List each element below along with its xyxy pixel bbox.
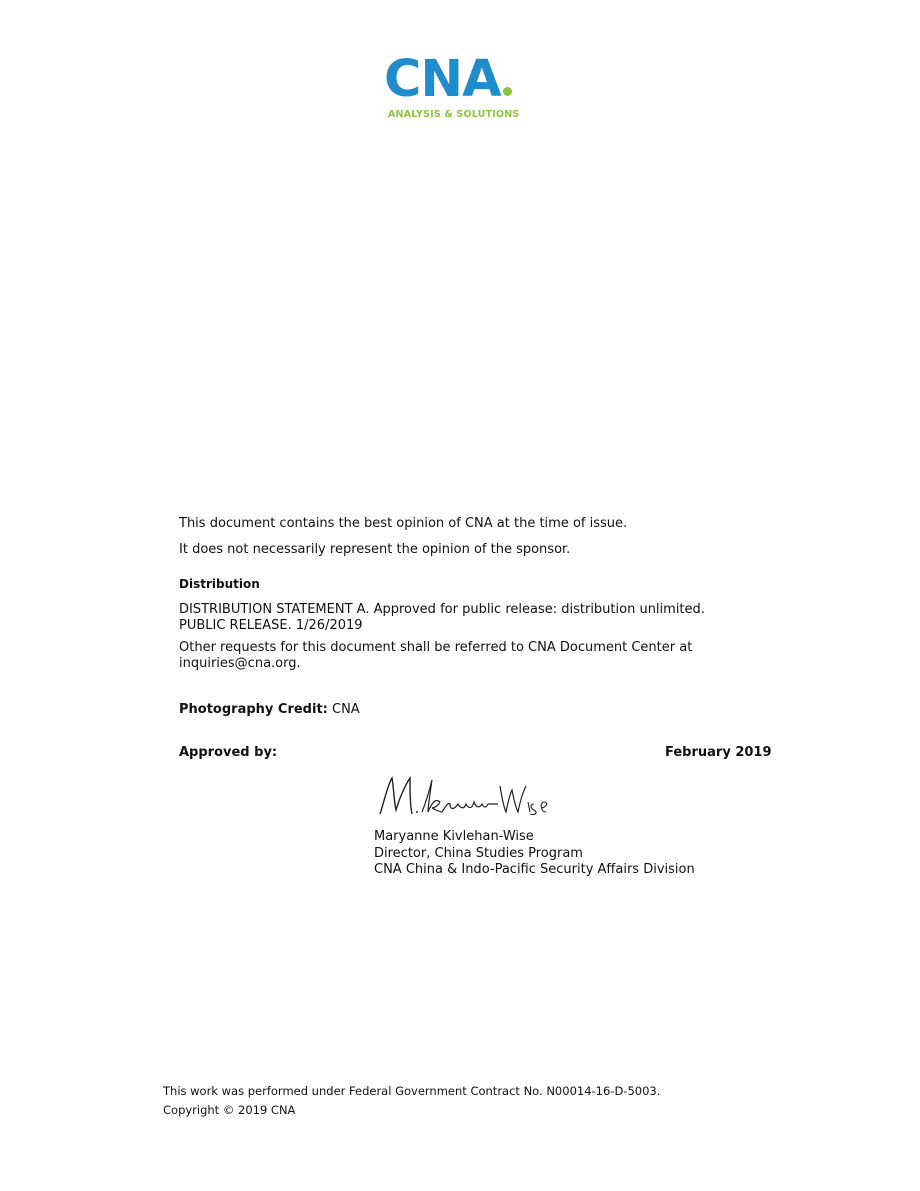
distribution-statement: DISTRIBUTION STATEMENT A. Approved for public release: distribution unlimited. [179,602,705,617]
approver-title: Director, China Studies Program [374,846,583,861]
approver-division: CNA China & Indo-Pacific Security Affairs Division [374,862,695,877]
requests-line-2: inquiries@cna.org. [179,656,301,671]
approver-name: Maryanne Kivlehan-Wise [374,829,534,844]
cna-logo [384,52,539,124]
contract-notice: This work was performed under Federal Government Contract No. N00014-16-D-5003. [163,1084,661,1098]
logo-tagline: ANALYSIS & SOLUTIONS [388,109,520,120]
approved-by-label: Approved by: [179,745,278,760]
copyright: Copyright © 2019 CNA [163,1103,296,1117]
opinion-line-1: This document contains the best opinion of CNA at the time of issue. [179,516,628,531]
requests-line-1: Other requests for this document shall be referred to CNA Document Center at [179,640,693,655]
distribution-heading: Distribution [179,577,260,591]
signature [370,772,550,822]
logo-name: CNA [384,50,501,109]
approval-date: February 2019 [665,745,772,760]
photo-credit-label: Photography Credit: [179,702,328,717]
photo-credit-value: CNA [332,702,360,717]
public-release: PUBLIC RELEASE. 1/26/2019 [179,618,363,633]
photo-credit [179,702,360,718]
logo-dot [503,87,512,96]
opinion-line-2: It does not necessarily represent the opinion of the sponsor. [179,542,571,557]
